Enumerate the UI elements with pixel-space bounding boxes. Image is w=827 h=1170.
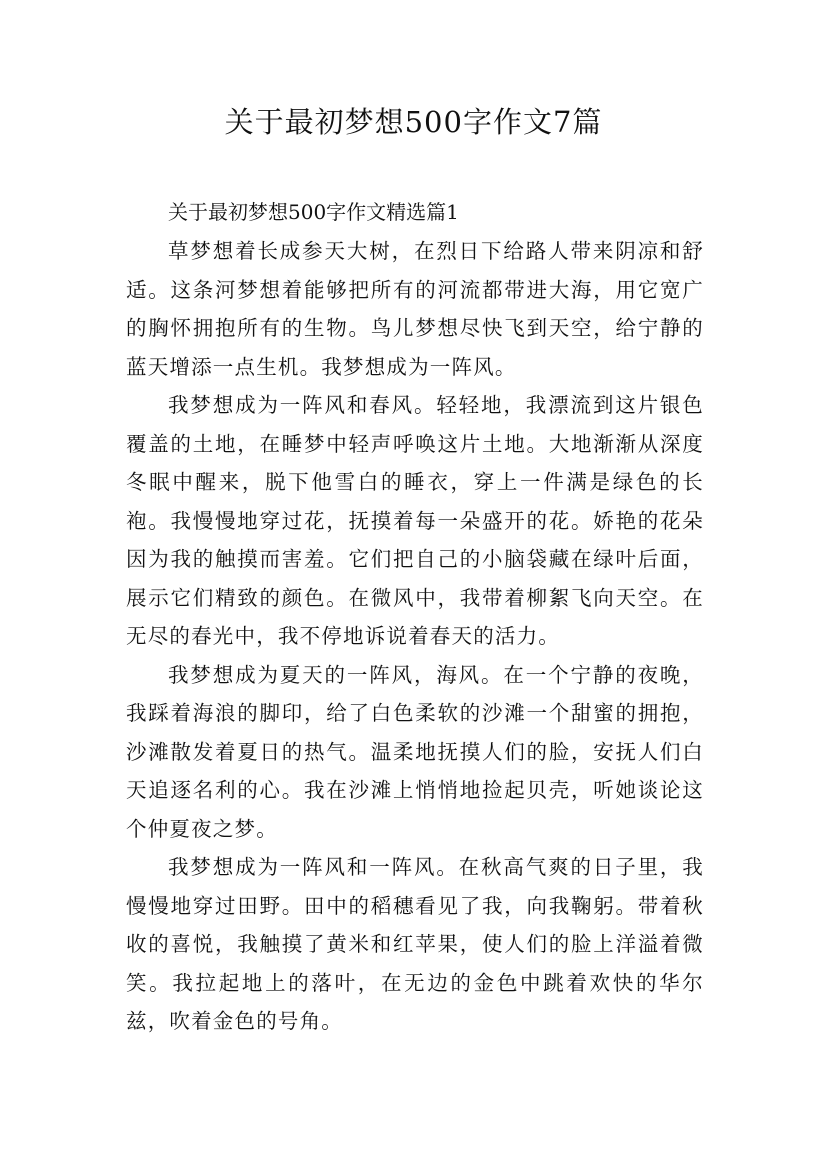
- document-body: [126, 196, 704, 1041]
- section-heading: 关于最初梦想500字作文精选篇1: [168, 200, 459, 224]
- paragraph-3: 我梦想成为夏天的一阵风，海风。在一个宁静的夜晚，我踩着海浪的脚印，给了白色柔软的沙滩一个甜蜜的拥抱，沙滩散发着夏日的热气。温柔地抚摸人们的脸，安抚人们白天追逐名利的心。我在沙滩上悄悄地捡起贝壳，听她谈论这个仲夏夜之梦。: [126, 662, 704, 841]
- paragraph-1: 草梦想着长成参天大树，在烈日下给路人带来阴凉和舒适。这条河梦想着能够把所有的河流都带进大海，用它宽广的胸怀拥抱所有的生物。鸟儿梦想尽快飞到天空，给宁静的蓝天增添一点生机。我梦想成为一阵风。: [126, 239, 704, 379]
- paragraph-4: 我梦想成为一阵风和一阵风。在秋高气爽的日子里，我慢慢地穿过田野。田中的稻穗看见了我，向我鞠躬。带着秋收的喜悦，我触摸了黄米和红苹果，使人们的脸上洋溢着微笑。我拉起地上的落叶，在无边的金色中跳着欢快的华尔兹，吹着金色的号角。: [126, 855, 704, 1033]
- document-title: 关于最初梦想500字作文7篇: [224, 105, 603, 139]
- paragraph-2: 我梦想成为一阵风和春风。轻轻地，我漂流到这片银色覆盖的土地，在睡梦中轻声呼唤这片土地。大地渐渐从深度冬眠中醒来，脱下他雪白的睡衣，穿上一件满是绿色的长袍。我慢慢地穿过花，抚摸着每一朵盛开的花。娇艳的花朵因为我的触摸而害羞。它们把自己的小脑袋藏在绿叶后面，展示它们精致的颜色。在微风中，我带着柳絮飞向天空。在无尽的春光中，我不停地诉说着春天的活力。: [126, 393, 704, 648]
